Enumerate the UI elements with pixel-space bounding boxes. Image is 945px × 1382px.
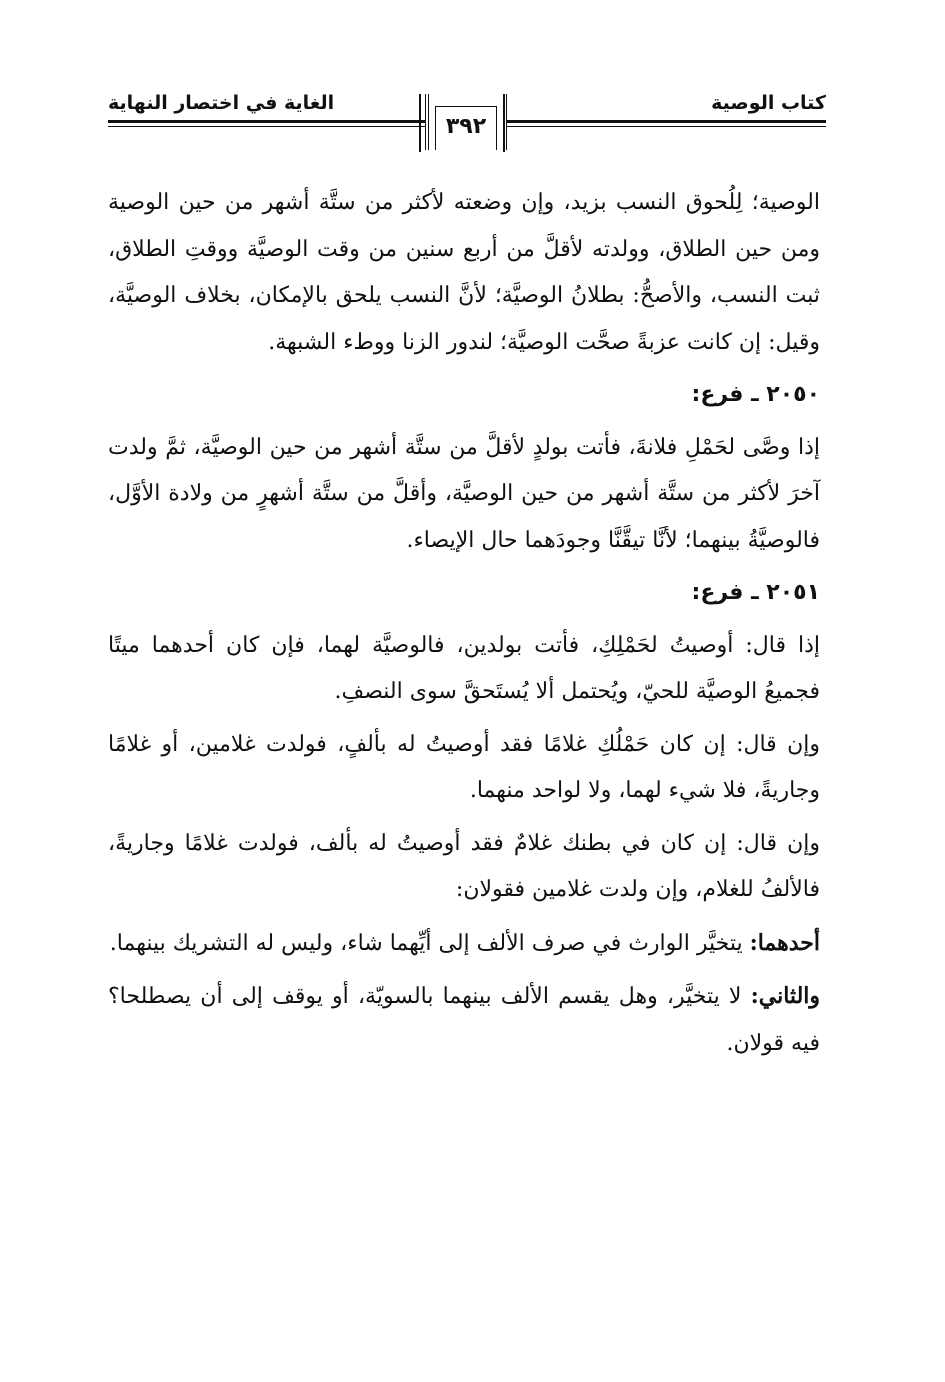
page-number-frame <box>425 94 507 150</box>
paragraph-text: يتخيَّر الوارث في صرف الألف إلى أيِّهما شاء، وليس له التشريك بينهما. <box>109 930 743 956</box>
paragraph-text: لا يتخيَّر، وهل يقسم الألف بينهما بالسويّة، أو يوقف إلى أن يصطلحا؟ فيه قولان. <box>108 984 820 1056</box>
paragraph: إذا وصَّى لحَمْلِ فلانةَ، فأتت بولدٍ لأقلَّ من ستَّة أشهر من حين الوصيَّة، ثمَّ ولدت آخرَ لأكثر من ستَّة أشهر من حين الوصيَّة، وأقلَّ من ستَّة أشهرٍ من ولادة الأوَّل، فالوصيَّةُ بينهما؛ لأنَّا تيقَّنَّا وجودَهما حال الإيصاء. <box>108 434 820 553</box>
paragraph: إذا قال: أوصيتُ لحَمْلِكِ، فأتت بولدين، فالوصيَّة لهما، فإن كان أحدهما ميتًا فجميعُ الوصيَّة للحيّ، ويُحتمل ألا يُستَحقَّ سوى النصفِ. <box>108 632 820 704</box>
paragraph <box>108 920 820 968</box>
paragraph: وإن قال: إن كان في بطنك غلامٌ فقد أوصيتُ له بألف، فولدت غلامًا وجاريةً، فالألفُ للغلام، وإن ولدت غلامين فقولان: <box>108 830 820 902</box>
page-header <box>108 92 826 154</box>
page-number: ٣٩٢ <box>435 106 497 150</box>
section-heading: ٢٠٥٠ ـ فرع: <box>691 382 820 407</box>
chapter-title: كتاب الوصية <box>711 92 826 114</box>
paragraph-lead: والثاني: <box>750 983 821 1009</box>
paragraph: وإن قال: إن كان حَمْلُكِ غلامًا فقد أوصيتُ له بألفٍ، فولدت غلامين، أو غلامًا وجاريةً، فلا شيء لهما، ولا لواحد منهما. <box>108 731 820 803</box>
page-body <box>108 180 820 1067</box>
paragraph <box>108 973 820 1067</box>
paragraph-lead: أحدهما: <box>749 929 820 956</box>
section-heading: ٢٠٥١ ـ فرع: <box>691 580 820 605</box>
book-title: الغاية في اختصار النهاية <box>108 92 335 114</box>
paragraph: الوصية؛ لِلُحوق النسب بزيد، وإن وضعته لأكثر من ستَّة أشهر من حين الوصية ومن حين الطلاق، وولدته لأقلَّ من أربع سنين من وقت الوصيَّة ووقتِ الطلاق، ثبت النسب، والأصحُّ: بطلانُ الوصيَّة؛ لأنَّ النسب يلحق بالإمكان، بخلاف الوصيَّة، وقيل: إن كانت عزبةً صحَّت الوصيَّة؛ لندور الزنا ووطء الشبهة. <box>108 190 820 355</box>
